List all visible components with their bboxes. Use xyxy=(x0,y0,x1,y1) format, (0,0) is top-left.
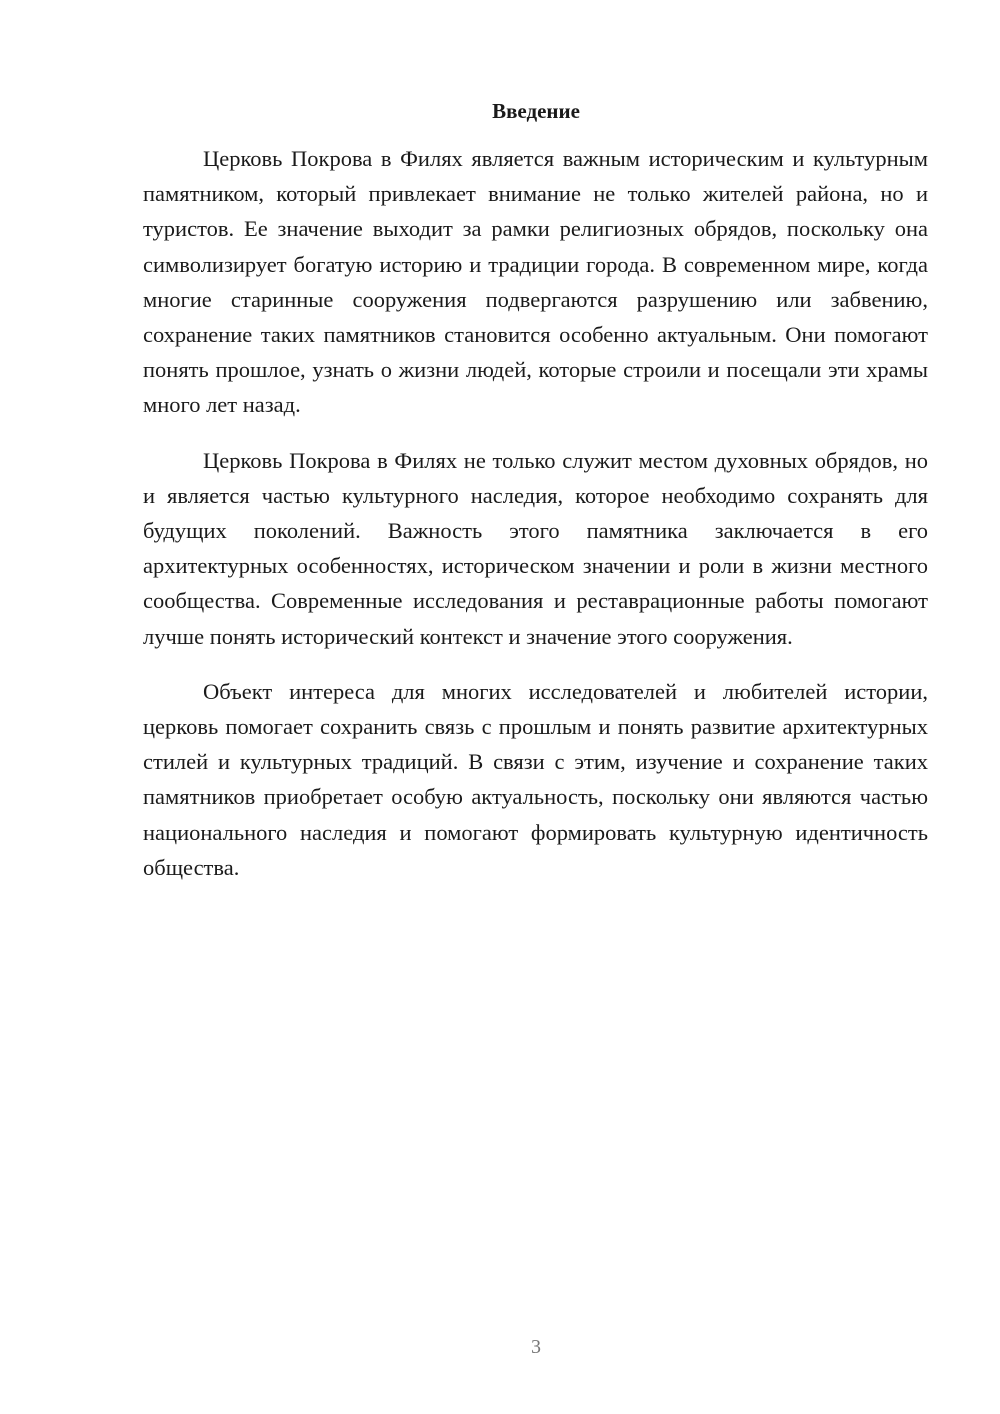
paragraph-3: Объект интереса для многих исследователей и любителей истории, церковь помогает сохранить связь с прошлым и понять развитие архитектурных стилей и культурных традиций. В связи с этим, изучение и сохранение таких памятников приобретает особую актуальность, поскольку они являются частью национального наследия и помогают формировать культурную идентичность общества. xyxy=(143,678,928,880)
paragraph-2: Церковь Покрова в Филях не только служит местом духовных обрядов, но и является частью культурного наследия, которое необходимо сохранять для будущих поколений. Важность этого памятника заключается в его архитектурных особенностях, историческом значении и роли в жизни местного сообщества. Современные исследования и реставрационные работы помогают лучше понять исторический контекст и значение этого сооружения. xyxy=(143,447,928,649)
section-heading: Введение xyxy=(492,99,580,123)
body-text xyxy=(143,141,928,905)
paragraph-1: Церковь Покрова в Филях является важным историческим и культурным памятником, который привлекает внимание не только жителей района, но и туристов. Ее значение выходит за рамки религиозных обрядов, поскольку она символизирует богатую историю и традиции города. В современном мире, когда многие старинные сооружения подвергаются разрушению или забвению, сохранение таких памятников становится особенно актуальным. Они помогают понять прошлое, узнать о жизни людей, которые строили и посещали эти храмы много лет назад. xyxy=(143,146,928,418)
page-number: 3 xyxy=(531,1336,541,1358)
